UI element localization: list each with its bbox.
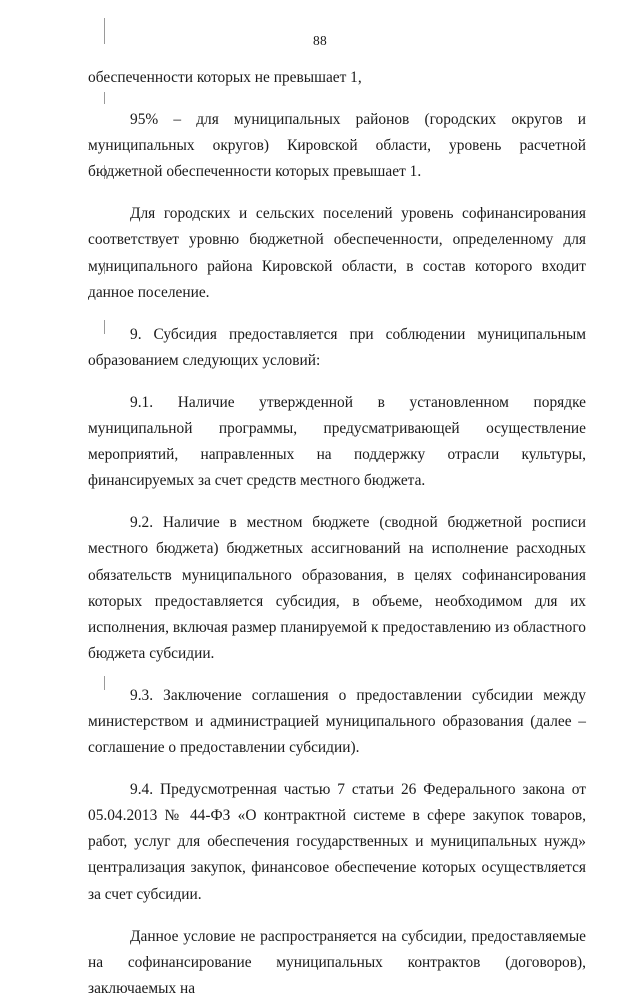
paragraph-clause-9-3: 9.3. Заключение соглашения о предоставлении субсидии между министерством и администрацией муниципального образования (далее – соглашение о предоставлении субсидии). (88, 686, 586, 757)
paragraph-clause-9-2: 9.2. Наличие в местном бюджете (сводной бюджетной росписи местного бюджета) бюджетных ассигнований на исполнение расходных обязательств муниципального образования, в целях софинансирования которых предоставляется субсидия, в объеме, необходимом для их исполнения, включая размер планируемой к предоставлению из областного бюджета субсидии. (88, 514, 586, 662)
paragraph-clause-9-1: 9.1. Наличие утвержденной в установленном порядке муниципальной программы, предусматривающей осуществление мероприятий, направленных на поддержку отрасли культуры, финансируемых за счет средств местного бюджета. (88, 393, 586, 490)
paragraph-continuation: обеспеченности которых не превышает 1, (88, 69, 362, 86)
paragraph-95-percent: 95% – для муниципальных районов (городских округов и муниципальных округов) Кировской области, уровень расчетной бюджетной обеспеченности которых превышает 1. (88, 111, 586, 181)
paragraph-settlements: Для городских и сельских поселений уровень софинансирования соответствует уровню бюджетной обеспеченности, определенному для муниципального района Кировской области, в состав которого входит данное поселение. (88, 205, 586, 301)
document-body (88, 65, 586, 1002)
paragraph-exception: Данное условие не распространяется на субсидии, предоставляемые на софинансирование муниципальных контрактов (договоров), заключаемых на (88, 927, 586, 997)
paragraph-clause-9-4: 9.4. Предусмотренная частью 7 статьи 26 Федерального закона от 05.04.2013 № 44-ФЗ «О контрактной системе в сфере закупок товаров, работ, услуг для обеспечения государственных и муниципальных нужд» централизация закупок, финансовое обеспечение которых осуществляется за счет субсидии. (88, 781, 586, 903)
page-number: 88 (312, 33, 328, 48)
paragraph-clause-9: 9. Субсидия предоставляется при соблюдении муниципальным образованием следующих условий: (88, 325, 586, 369)
